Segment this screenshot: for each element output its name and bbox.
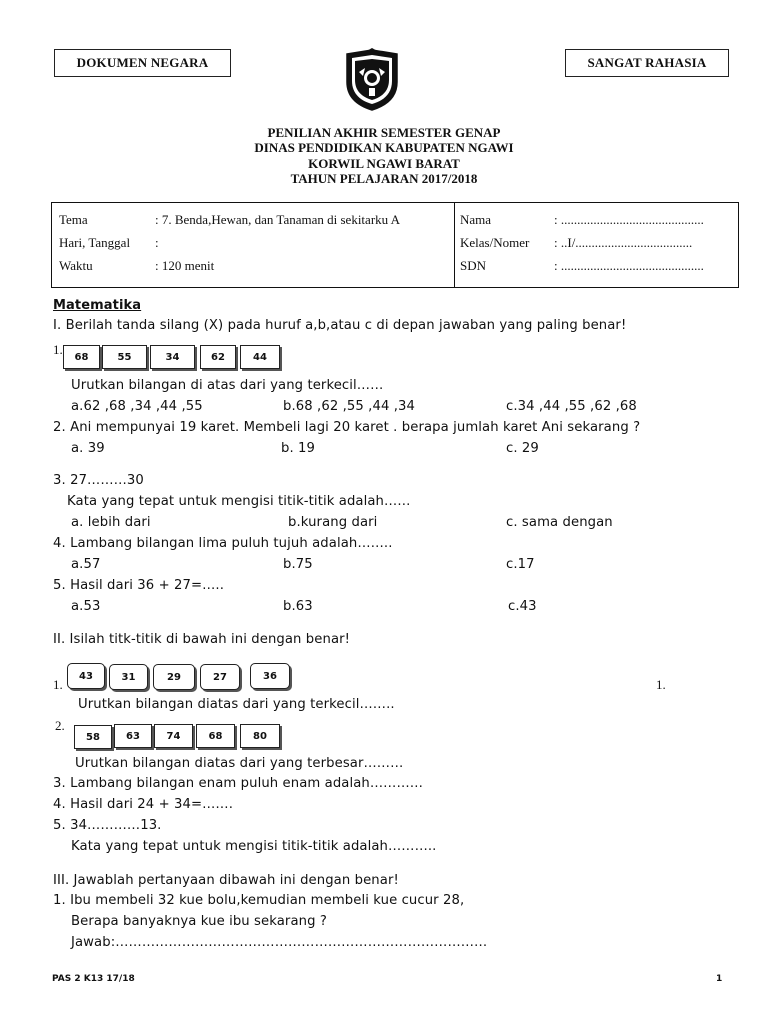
section1-q1-number: 1. xyxy=(53,342,63,357)
section1-q4-option-b: b.75 xyxy=(283,557,313,572)
document-tag-right: SANGAT RAHASIA xyxy=(565,49,729,77)
info-box-divider xyxy=(454,203,455,287)
section1-q3-sub: Kata yang tepat untuk mengisi titik-titik adalah…… xyxy=(67,494,411,509)
number-box: 36 xyxy=(250,663,290,689)
section3-q1-line1: 1. Ibu membeli 32 kue bolu,kemudian membeli kue cucur 28, xyxy=(53,893,465,908)
section1-q2-text: 2. Ani mempunyai 19 karet. Membeli lagi 20 karet . berapa jumlah karet Ani sekarang ? xyxy=(53,420,641,435)
document-tag-left: DOKUMEN NEGARA xyxy=(54,49,231,77)
section2-q4-text: 4. Hasil dari 24 + 34=……. xyxy=(53,797,234,812)
number-box: 29 xyxy=(153,664,195,690)
section1-q5-option-c: c.43 xyxy=(508,599,537,614)
section1-q5-option-a: a.53 xyxy=(71,599,101,614)
section2-q1-text: Urutkan bilangan diatas dari yang terkecil…….. xyxy=(78,697,395,712)
number-box: 58 xyxy=(74,725,112,749)
subject-title: Matematika xyxy=(53,298,142,313)
info-label-nama: Nama xyxy=(460,212,492,227)
number-box: 34 xyxy=(150,345,195,369)
header-line-3: KORWIL NGAWI BARAT xyxy=(308,156,460,171)
number-box: 27 xyxy=(200,664,240,690)
section2-q5-text: 5. 34…………13. xyxy=(53,818,162,833)
number-box: 62 xyxy=(200,345,236,369)
info-value-hari-tanggal: : xyxy=(155,235,159,250)
section1-q4-option-a: a.57 xyxy=(71,557,101,572)
section1-q2-option-b: b. 19 xyxy=(281,441,316,456)
number-box: 44 xyxy=(240,345,280,369)
section1-q1-option-a: a.62 ,68 ,34 ,44 ,55 xyxy=(71,399,203,414)
section1-q5-option-b: b.63 xyxy=(283,599,313,614)
section2-q5-sub: Kata yang tepat untuk mengisi titik-titik adalah……….. xyxy=(71,839,437,854)
info-label-kelas: Kelas/Nomer xyxy=(460,235,530,250)
number-box: 55 xyxy=(102,345,147,369)
section1-q3-option-a: a. lebih dari xyxy=(71,515,151,530)
section3-q1-answer-line: Jawab:………………………………………………………………………… xyxy=(71,935,488,950)
section3-instruction: III. Jawablah pertanyaan dibawah ini dengan benar! xyxy=(53,873,399,888)
info-value-nama: : ............................................ xyxy=(554,212,704,227)
footer-code: PAS 2 K13 17/18 xyxy=(52,974,135,984)
number-box: 31 xyxy=(109,664,148,690)
number-box: 74 xyxy=(154,724,193,748)
info-value-kelas: : ..I/.................................... xyxy=(554,235,693,250)
section2-q2-text: Urutkan bilangan diatas dari yang terbesar……… xyxy=(75,756,404,771)
section3-q1-line2: Berapa banyaknya kue ibu sekarang ? xyxy=(71,914,327,929)
number-box: 63 xyxy=(114,724,152,748)
header-line-1: PENILIAN AKHIR SEMESTER GENAP xyxy=(267,125,501,140)
number-box: 80 xyxy=(240,724,280,748)
emblem-logo xyxy=(343,48,401,112)
section2-q2-number: 2. xyxy=(55,718,65,733)
section1-q1-text: Urutkan bilangan di atas dari yang terkecil…… xyxy=(71,378,384,393)
section1-q1-option-b: b.68 ,62 ,55 ,44 ,34 xyxy=(283,399,416,414)
section1-instruction: I. Berilah tanda silang (X) pada huruf a,b,atau c di depan jawaban yang paling benar! xyxy=(53,318,627,333)
info-box xyxy=(51,202,739,288)
section1-q3-text: 3. 27………30 xyxy=(53,473,144,488)
page-number: 1 xyxy=(716,974,723,984)
section1-q1-option-c: c.34 ,44 ,55 ,62 ,68 xyxy=(506,399,637,414)
info-label-hari-tanggal: Hari, Tanggal xyxy=(59,235,131,250)
section1-q3-option-c: c. sama dengan xyxy=(506,515,613,530)
info-label-sdn: SDN xyxy=(460,258,487,273)
section2-q3-text: 3. Lambang bilangan enam puluh enam adalah………… xyxy=(53,776,424,791)
header-line-4: TAHUN PELAJARAN 2017/2018 xyxy=(290,171,478,186)
section1-q4-option-c: c.17 xyxy=(506,557,535,572)
number-box: 68 xyxy=(196,724,235,748)
info-value-waktu: : 120 menit xyxy=(155,258,215,273)
section2-q1-number: 1. xyxy=(53,677,63,692)
info-value-sdn: : ............................................ xyxy=(554,258,704,273)
number-box: 68 xyxy=(63,345,100,369)
info-value-tema: : 7. Benda,Hewan, dan Tanaman di sekitarku A xyxy=(155,212,401,227)
section2-right-number: 1. xyxy=(656,677,666,692)
section1-q3-option-b: b.kurang dari xyxy=(288,515,378,530)
header-line-2: DINAS PENDIDIKAN KABUPATEN NGAWI xyxy=(254,140,514,155)
info-label-tema: Tema xyxy=(59,212,88,227)
section1-q4-text: 4. Lambang bilangan lima puluh tujuh adalah…….. xyxy=(53,536,393,551)
info-label-waktu: Waktu xyxy=(59,258,93,273)
section1-q2-option-c: c. 29 xyxy=(506,441,539,456)
section1-q2-option-a: a. 39 xyxy=(71,441,105,456)
number-box: 43 xyxy=(67,663,105,689)
section2-instruction: II. Isilah titk-titik di bawah ini dengan benar! xyxy=(53,632,351,647)
section1-q5-text: 5. Hasil dari 36 + 27=….. xyxy=(53,578,225,593)
